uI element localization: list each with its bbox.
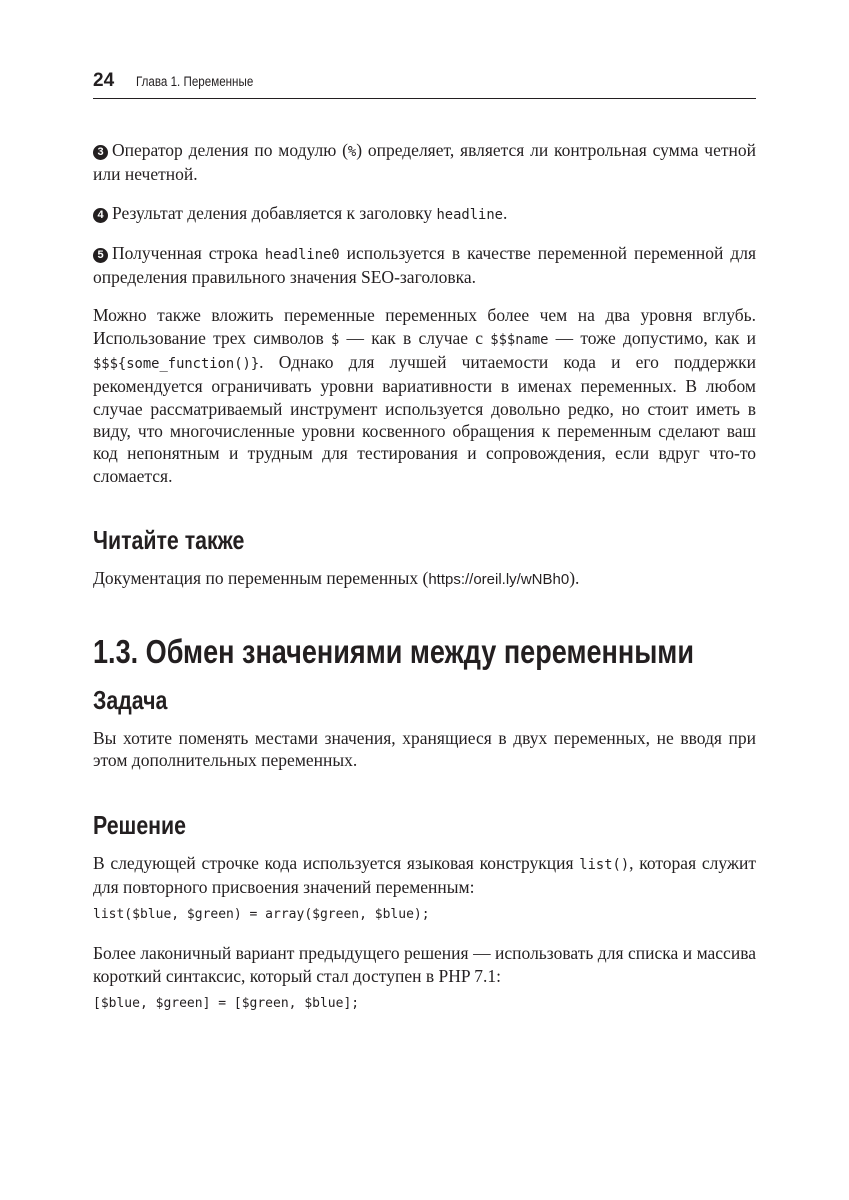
task-text: Вы хотите поменять местами значения, хранящиеся в двух переменных, не вводя при этом дополнительных переменных. <box>93 728 756 771</box>
code-block-list: list($blue, $green) = array($green, $blue); <box>93 907 430 923</box>
solution-text: В следующей строчке кода используется языковая конструкция list(), которая служит для повторного присвоения значений переменным: <box>93 852 757 898</box>
body-paragraph: Можно также вложить переменные переменных более чем на два уровня вглубь. Использование трех символов $ — как в случае с $$$name — тоже допустимо, как и $$${some_function()}. Однако для лучшей читаемости кода и его поддержки рекомендуется ограничивать уровни вариативности в именах переменных. В любом случае рассматриваемый инструмент используется довольно редко, но стоит иметь в виду, что многочисленные уровни косвенного обращения к переменным сделают ваш код непонятным и трудным для тестирования и сопровождения, если вдруг что-то сломается. <box>93 305 757 486</box>
callout-marker-icon: 3 <box>93 145 108 160</box>
callout-3: 3 Оператор деления по модулю (%) определяет, является ли контрольная сумма четной или нечетной. <box>93 140 756 185</box>
see-also-text: Документация по переменным переменных (https://oreil.ly/wNBh0). <box>93 567 580 588</box>
callout-marker-icon: 4 <box>93 208 108 223</box>
section-title: 1.3. Обмен значениями между переменными <box>93 633 694 671</box>
chapter-title: Глава 1. Переменные <box>136 74 254 89</box>
task-heading: Задача <box>93 685 168 716</box>
callout-marker-icon: 5 <box>93 248 108 263</box>
callout-5: 5 Полученная строка headline0 используется в качестве переменной переменной для определения правильного значения SEO-заголовка. <box>93 242 757 288</box>
book-page <box>93 70 756 1031</box>
code-block-short-syntax: [$blue, $green] = [$green, $blue]; <box>93 995 360 1011</box>
callout-4: 4 Результат деления добавляется к заголовку headline. <box>93 202 756 226</box>
page-number: 24 <box>93 70 115 91</box>
alt-solution-text: Более лаконичный вариант предыдущего решения — использовать для списка и массива короткий синтаксис, который стал доступен в PHP 7.1: <box>93 943 756 986</box>
see-also-heading: Читайте также <box>93 524 245 555</box>
solution-heading: Решение <box>93 809 187 840</box>
documentation-link[interactable]: https://oreil.ly/wNBh0 <box>428 570 570 588</box>
running-header <box>93 70 756 99</box>
